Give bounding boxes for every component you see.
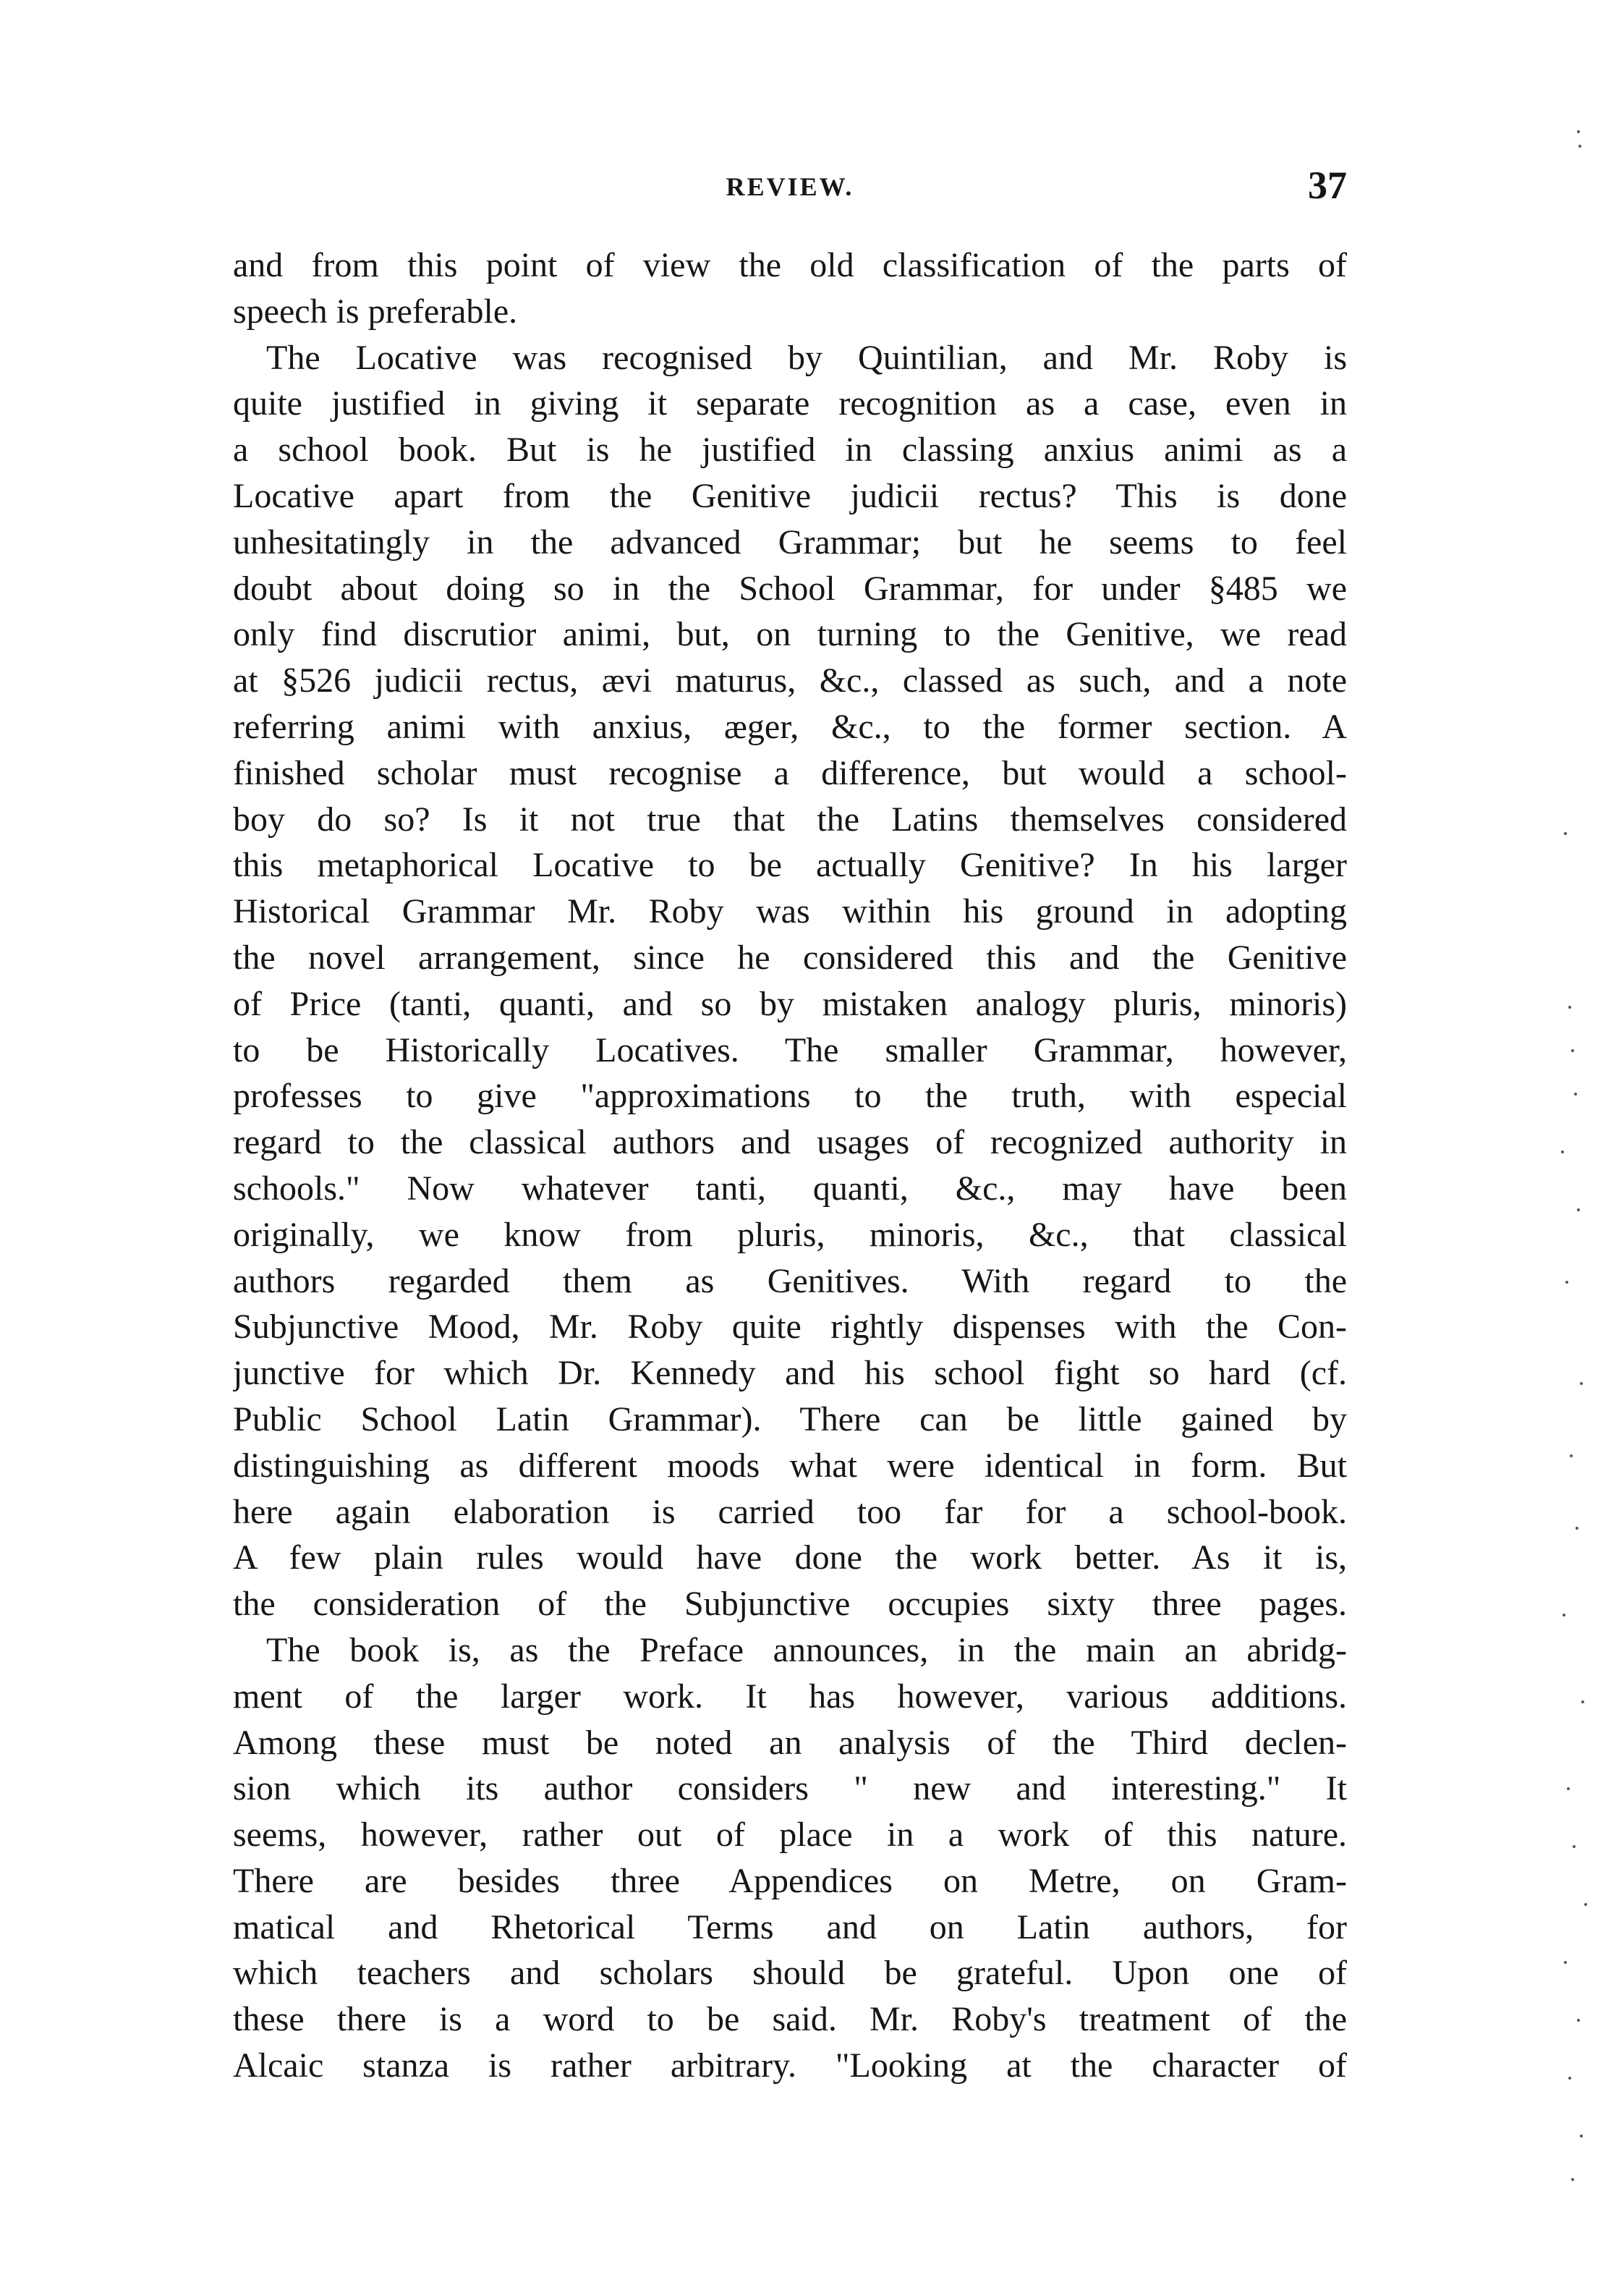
speck-mark bbox=[1576, 1527, 1578, 1530]
text-line: a school book. But is he justified in classing anxius animi as a bbox=[233, 431, 1347, 470]
speck-mark bbox=[1565, 1281, 1568, 1284]
speck-mark bbox=[1573, 1845, 1576, 1848]
text-line: which teachers and scholars should be grateful. Upon one of bbox=[233, 1954, 1347, 1993]
text-line: unhesitatingly in the advanced Grammar; but he seems to feel bbox=[233, 522, 1347, 562]
text-line: speech is preferable. bbox=[233, 292, 518, 331]
text-line: seems, however, rather out of place in a work of this nature. bbox=[233, 1815, 1347, 1855]
speck-mark bbox=[1564, 832, 1567, 835]
running-title: REVIEW. bbox=[726, 172, 854, 201]
text-line: the consideration of the Subjunctive occupies sixty three pages. bbox=[233, 1585, 1347, 1624]
speck-mark bbox=[1577, 1208, 1580, 1211]
text-line: sion which its author considers " new and interesting." It bbox=[233, 1769, 1347, 1808]
speck-mark bbox=[1570, 1454, 1573, 1457]
text-line: boy do so? Is it not true that the Latins themselves considered bbox=[233, 800, 1347, 839]
text-line: of Price (tanti, quanti, and so by mistaken analogy pluris, minoris) bbox=[233, 984, 1347, 1023]
text-line: The book is, as the Preface announces, in the main an abridg- bbox=[266, 1630, 1347, 1669]
speck-mark bbox=[1578, 145, 1581, 148]
text-line: Locative apart from the Genitive judicii rectus? This is done bbox=[233, 476, 1347, 515]
text-line: authors regarded them as Genitives. With regard to the bbox=[233, 1261, 1347, 1300]
speck-mark bbox=[1584, 1903, 1587, 1906]
speck-mark bbox=[1571, 1049, 1574, 1052]
text-line: Subjunctive Mood, Mr. Roby quite rightly dispenses with the Con- bbox=[233, 1308, 1347, 1347]
speck-mark bbox=[1568, 2077, 1571, 2080]
speck-mark bbox=[1564, 1961, 1567, 1964]
text-line: There are besides three Appendices on Metre, on Gram- bbox=[233, 1861, 1347, 1900]
text-line: quite justified in giving it separate recognition as a case, even in bbox=[233, 384, 1347, 423]
text-line: here again elaboration is carried too far for a school-book. bbox=[233, 1492, 1347, 1531]
text-line: matical and Rhetorical Terms and on Latin authors, for bbox=[233, 1907, 1347, 1946]
speck-mark bbox=[1567, 1787, 1570, 1790]
text-line: referring animi with anxius, æger, &c., to the former section. A bbox=[233, 707, 1347, 746]
speck-mark bbox=[1580, 2135, 1583, 2137]
text-line: finished scholar must recognise a difference, but would a school- bbox=[233, 753, 1347, 792]
text-line: and from this point of view the old classification of the parts of bbox=[233, 246, 1347, 284]
speck-mark bbox=[1561, 1151, 1564, 1153]
text-line: the novel arrangement, since he considered this and the Genitive bbox=[233, 938, 1347, 977]
page-number: 37 bbox=[1308, 164, 1347, 207]
speck-mark bbox=[1581, 1700, 1584, 1703]
text-line: distinguishing as different moods what were identical in form. But bbox=[233, 1446, 1347, 1485]
text-line: junctive for which Dr. Kennedy and his school fight so hard (cf. bbox=[233, 1354, 1347, 1393]
text-line: Alcaic stanza is rather arbitrary. "Looking at the character of bbox=[233, 2046, 1347, 2085]
text-line: to be Historically Locatives. The smaller Grammar, however, bbox=[233, 1030, 1347, 1069]
speck-mark bbox=[1577, 2019, 1580, 2022]
text-line: A few plain rules would have done the work better. As it is, bbox=[233, 1538, 1347, 1577]
text-line: regard to the classical authors and usages of recognized authority in bbox=[233, 1123, 1347, 1162]
text-line: Historical Grammar Mr. Roby was within his ground in adopting bbox=[233, 892, 1347, 931]
speck-mark bbox=[1571, 2178, 1574, 2181]
text-line: ment of the larger work. It has however, various additions. bbox=[233, 1677, 1347, 1716]
running-head bbox=[233, 163, 1347, 213]
text-line: The Locative was recognised by Quintilian, and Mr. Roby is bbox=[266, 338, 1347, 377]
text-line: professes to give "approximations to the truth, with especial bbox=[233, 1077, 1347, 1116]
text-line: Among these must be noted an analysis of the Third declen- bbox=[233, 1723, 1347, 1762]
text-line: these there is a word to be said. Mr. Roby's treatment of the bbox=[233, 2000, 1347, 2039]
text-line: this metaphorical Locative to be actually Genitive? In his larger bbox=[233, 846, 1347, 885]
text-line: Public School Latin Grammar). There can be little gained by bbox=[233, 1399, 1347, 1439]
speck-mark bbox=[1580, 1382, 1583, 1385]
body-text bbox=[233, 242, 1347, 2089]
speck-mark bbox=[1574, 1093, 1577, 1096]
text-line: only find discrutior animi, but, on turning to the Genitive, we read bbox=[233, 615, 1347, 654]
margin-show-through bbox=[1555, 109, 1613, 2207]
text-line: schools." Now whatever tanti, quanti, &c., may have been bbox=[233, 1169, 1347, 1208]
text-line: originally, we know from pluris, minoris, &c., that classical bbox=[233, 1215, 1347, 1254]
speck-mark bbox=[1568, 1006, 1571, 1009]
speck-mark bbox=[1563, 1614, 1565, 1617]
speck-mark bbox=[1577, 130, 1580, 133]
text-line: at §526 judicii rectus, ævi maturus, &c., classed as such, and a note bbox=[233, 661, 1347, 700]
text-line: doubt about doing so in the School Grammar, for under §485 we bbox=[233, 569, 1347, 608]
